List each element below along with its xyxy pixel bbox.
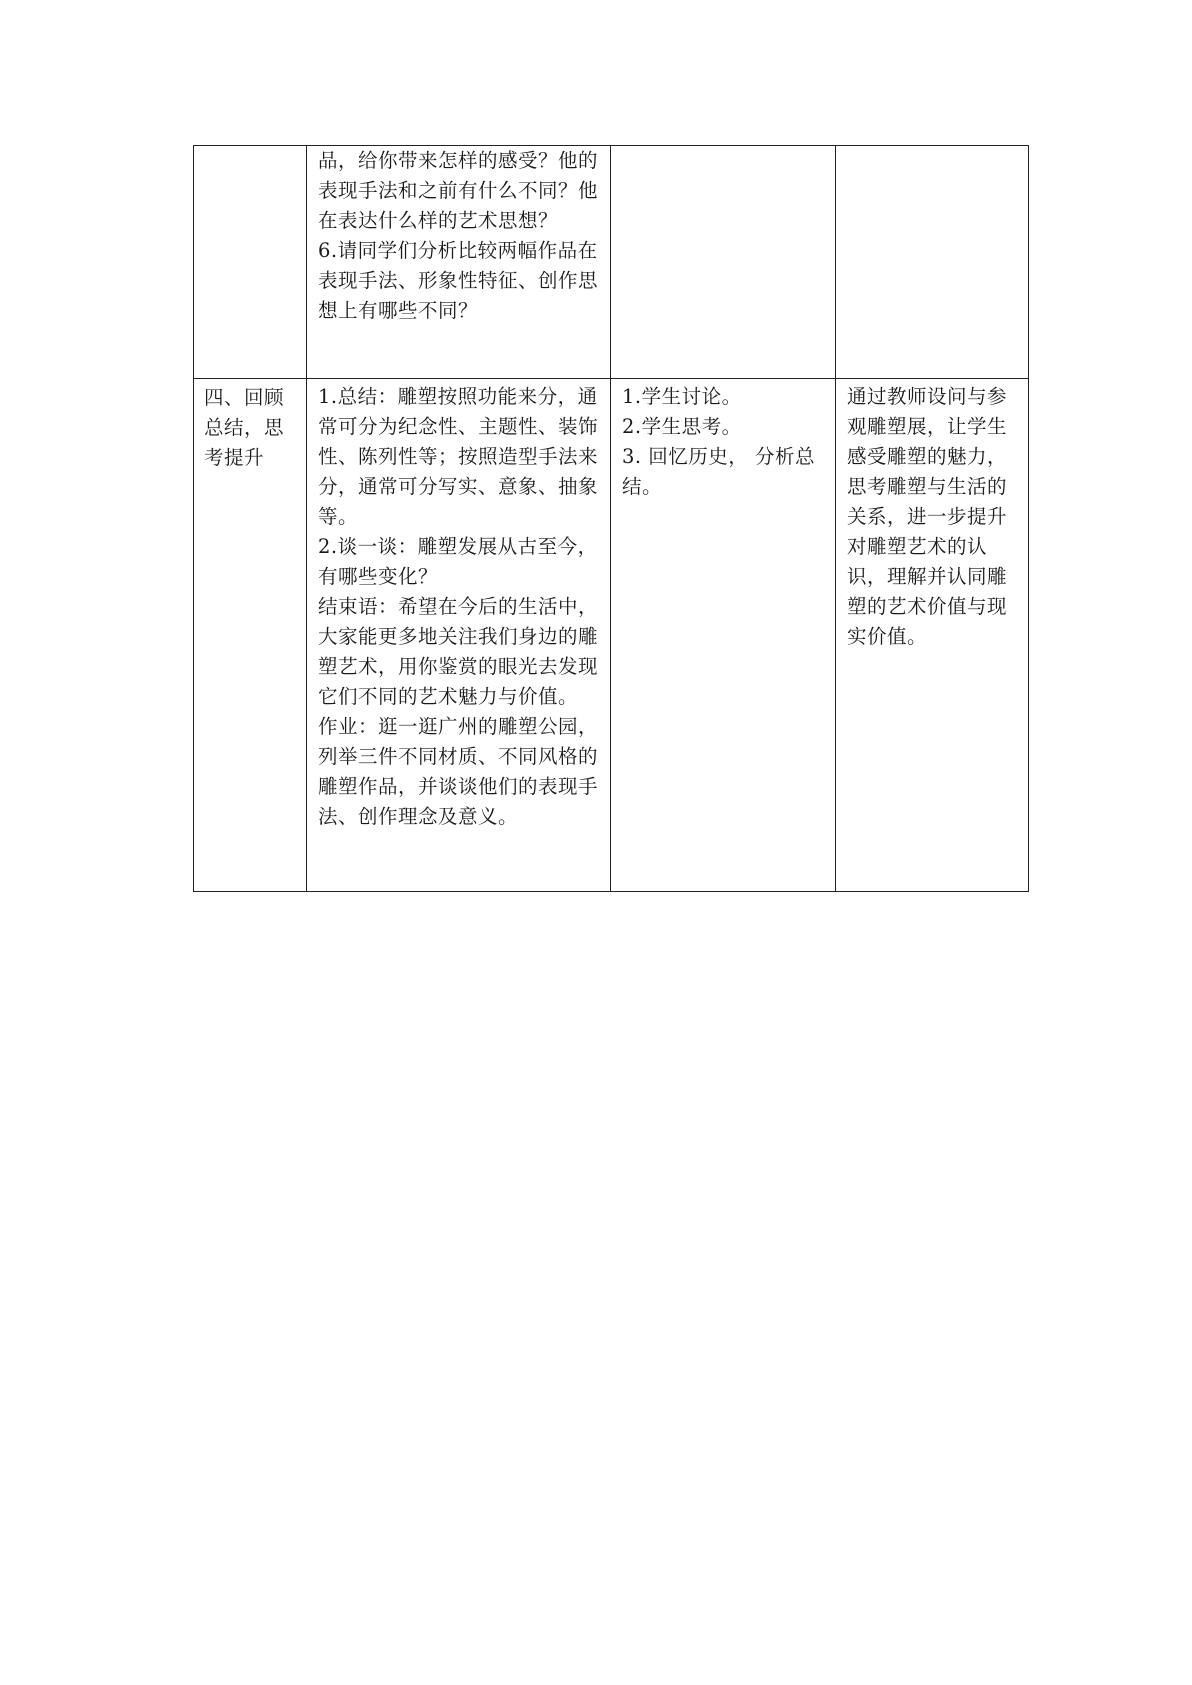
teacher-activity-paragraph: 6.请同学们分析比较两幅作品在表现手法、形象性特征、创作思想上有哪些不同？ — [318, 239, 599, 322]
teacher-activity-paragraph: 2.谈一谈：雕塑发展从古至今，有哪些变化？ — [318, 535, 598, 588]
teacher-activity-cell — [307, 379, 611, 892]
student-activity-item: 2.学生思考。 — [622, 415, 742, 438]
design-intent-cell — [836, 146, 1029, 379]
student-activity-cell — [611, 146, 836, 379]
lesson-plan-table — [193, 145, 1029, 892]
stage-cell — [194, 146, 307, 379]
table-row — [194, 146, 1029, 379]
student-activity-item: 1.学生讨论。 — [622, 385, 742, 408]
teacher-activity-paragraph: 结束语：希望在今后的生活中，大家能更多地关注我们身边的雕塑艺术，用你鉴赏的眼光去发现它们不同的艺术魅力与价值。 — [318, 595, 599, 708]
teacher-activity-cell — [307, 146, 611, 379]
teacher-activity-paragraph: 作业：逛一逛广州的雕塑公园，列举三件不同材质、不同风格的雕塑作品，并谈谈他们的表现手法、创作理念及意义。 — [318, 715, 599, 828]
teacher-activity-paragraph: 1.总结：雕塑按照功能来分，通常可分为纪念性、主题性、装饰性、陈列性等；按照造型手法来分，通常可分写实、意象、抽象等。 — [318, 385, 599, 528]
teacher-activity-paragraph: 品，给你带来怎样的感受？他的表现手法和之前有什么不同？他在表达什么样的艺术思想？ — [318, 149, 599, 232]
design-intent-cell: 通过教师设问与参观雕塑展，让学生感受雕塑的魅力，思考雕塑与生活的关系，进一步提升对雕塑艺术的认识，理解并认同雕塑的艺术价值与现实价值。 — [836, 379, 1029, 892]
student-activity-cell — [611, 379, 836, 892]
student-activity-item: 3. 回忆历史， 分析总结。 — [622, 445, 816, 498]
stage-cell: 四、回顾总结，思考提升 — [194, 379, 307, 892]
table-row — [194, 379, 1029, 892]
